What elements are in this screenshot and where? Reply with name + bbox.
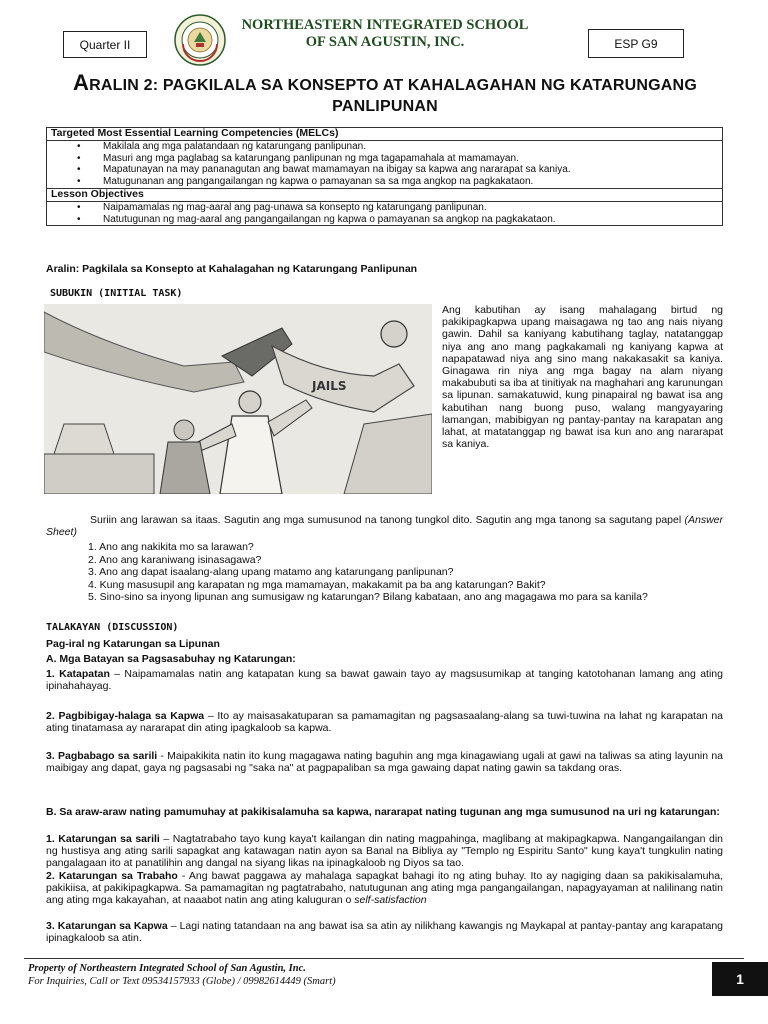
- illustration-image: [44, 304, 432, 494]
- subject-box: [588, 29, 684, 58]
- objectives-header: Lesson Objectives: [47, 188, 723, 201]
- question-item: 5. Sino-sino sa inyong lipunan ang sumusigaw ng katarungan? Bilang kabataan, ano ang magagawa mo para sa kanila?: [88, 591, 648, 604]
- justice-label: 2. Katarungan sa Trabaho: [46, 870, 178, 882]
- subject-label: ESP G9: [614, 36, 658, 51]
- b-heading: B. Sa araw-araw nating pamumuhay at pakikisalamuha sa kapwa, nararapat nating tugunan ang mga sumusunod na uri ng katarungan:: [46, 806, 720, 818]
- footer-text: [28, 963, 336, 988]
- title-line2: PANLIPUNAN: [332, 98, 438, 115]
- basis-label: 3. Pagbabago sa sarili: [46, 750, 158, 762]
- talakayan-heading: TALAKAYAN (DISCUSSION): [46, 622, 179, 633]
- basis-label: 1. Katapatan: [46, 668, 110, 680]
- melc-item: • Mapatunayan na may pananagutan ang bawat mamamayan na ibigay sa kapwa ang nararapat sa kaniya.: [89, 164, 718, 176]
- justice-kapwa: [46, 920, 723, 944]
- question-item: 2. Ano ang karaniwang isinasagawa?: [88, 553, 262, 566]
- questions-list: [88, 541, 728, 604]
- basis-sarili: [46, 750, 723, 774]
- melc-item: • Masuri ang mga paglabag sa katarungang panlipunan ng mga tagapamahala at mamamayan.: [89, 153, 718, 165]
- shirt-text: JAILS: [312, 379, 347, 393]
- justice-sarili: [46, 833, 723, 870]
- footer-line2: For Inquiries, Call or Text 09534157933 (Globe) / 09982614449 (Smart): [28, 975, 336, 987]
- subukin-instruction: [46, 514, 723, 538]
- basis-text: – Naipamamalas natin ang katapatan kung sa bawat gawain tayo ay magsusumikap at tanging katotohanan lamang ang ating ipinahahayag.: [46, 668, 723, 693]
- basis-text: - Maipakikita natin ito kung magagawa nating baguhin ang mga kinagawiang ugali at gawi na taliwas sa ating layunin na maibigay ang dapat, gaya ng pagsasabi ng "saka na" at pagpapaliban sa mga gawaing dapat nating gawin sa takdang oras.: [46, 750, 723, 775]
- talakayan-sub2: A. Mga Batayan sa Pagsasabuhay ng Katarungan:: [46, 653, 296, 665]
- justice-text: – Nagtatrabaho tayo kung kaya't kailangan din nating magpahinga, maglibang at makipagkapwa. Nangangailangan din ng hustisya ang ating sarili sapagkat ang katawagan natin ayon sa Banal na Bibliya ay "Templo ng Espiritu Santo" kung kaya't tungkulin nating pangalagaan ito at panatilihin ang dangal na siyang likas na ipinagkaloob ng Diyos sa tao.: [46, 833, 723, 870]
- lesson-title: [40, 72, 730, 117]
- school-seal: [174, 14, 226, 66]
- page-number-label: 1: [736, 971, 744, 987]
- instruction-text: Suriin ang larawan sa itaas. Sagutin ang mga sumusunod na tanong tungkol dito. Sagutin ang mga tanong sa sagutang papel: [90, 514, 682, 526]
- question-item: 3. Ano ang dapat isaalang-alang upang matamo ang katarungang panlipunan?: [88, 566, 454, 579]
- justice-text: - Ang bawat paggawa ay mahalaga sapagkat bahagi ito ng ating buhay. Ito ay nagiging daan sa pakikisalamuha, pakikiisa, at pakikipagkapwa. Sa pamamagitan ng pagtatrabaho, natutugunan ang ating mga pangangailangan, napagyayaman at nalilinang natin ang ating mga kakayahan, at naaabot natin ang ating kaluguran o: [46, 870, 724, 907]
- instruction-italic: (Answer Sheet): [46, 514, 723, 539]
- melc-table: [46, 127, 723, 226]
- question-item: 4. Kung masusupil ang karapatan ng mga mamamayan, makakamit pa ba ang katarungan? Bakit?: [88, 578, 546, 591]
- aralin-line: Aralin: Pagkilala sa Konsepto at Kahalagahan ng Katarungang Panlipunan: [46, 263, 418, 275]
- melc-header: Targeted Most Essential Learning Competencies (MELCs): [47, 128, 723, 141]
- school-name-line2: OF SAN AGUSTIN, INC.: [305, 34, 465, 50]
- basis-kapwa: [46, 710, 723, 734]
- basis-label: 2. Pagbibigay-halaga sa Kapwa: [46, 710, 205, 722]
- school-name: [230, 17, 540, 51]
- title-first-letter: A: [73, 70, 90, 95]
- quarter-label: Quarter II: [79, 37, 131, 52]
- justice-label: 1. Katarungan sa sarili: [46, 833, 160, 845]
- footer-line1: Property of Northeastern Integrated School of San Agustin, Inc.: [28, 963, 306, 974]
- footer-divider: [24, 958, 744, 959]
- school-name-line1: NORTHEASTERN INTEGRATED SCHOOL: [241, 17, 529, 33]
- subukin-heading: SUBUKIN (INITIAL TASK): [50, 288, 183, 299]
- title-line1: RALIN 2: PAGKILALA SA KONSEPTO AT KAHALAGAHAN NG KATARUNGANG: [89, 77, 697, 94]
- justice-text: – Lagi nating tatandaan na ang bawat isa sa atin ay nilikhang kawangis ng Maykapal at pantay-pantay ang karapatang ipinagkaloob sa atin.: [46, 920, 724, 945]
- justice-italic: self-satisfaction: [354, 894, 427, 907]
- subukin-paragraph: Ang kabutihan ay isang mahalagang birtud ng pakikipagkapwa upang maisagawa ng tao ang nais niyang gawin. Dahil sa kaniyang kabutihang taglay, natatanggap niya ang ano mang pagkakamali ng kaniyang kapwa at napapatawad niya ang sino mang nakakasakit sa kaniya. Ginagawa rin niya ang mga bagay na alam niyang makabubuti sa iba at tinitiyak na maghahari ang karunungan sa lipunan. samakatuwid, kung pinapairal ng bawat isa ang kabutihan nang buong puso, walang mangyayaring lamangan, mabibigyan ng pantay-pantay na karapatan ang lahat, at matatanggap ng bawat isa kun ano ang nararapat sa kaniya.: [442, 304, 723, 451]
- basis-text: – Ito ay maisasakatuparan sa pamamagitan ng pagsasaalang-alang sa tuwi-tuwina na lahat ng karapatan na ating tinatamasa ay nararapat din ating ipagkaloob sa kapwa.: [46, 710, 724, 735]
- justice-trabaho: [46, 870, 723, 907]
- melc-item: • Makilala ang mga palatandaan ng katarungang panlipunan.: [89, 141, 718, 153]
- page-number: [712, 962, 768, 996]
- objective-item: • Naipamamalas ng mag-aaral ang pag-unawa sa konsepto ng katarungang panlipunan.: [89, 202, 718, 214]
- justice-label: 3. Katarungan sa Kapwa: [46, 920, 168, 932]
- question-item: 1. Ano ang nakikita mo sa larawan?: [88, 541, 254, 553]
- melc-item: • Matugunanan ang pangangailangan ng kapwa o pamayanan sa sa mga angkop na pagkakataon.: [89, 176, 718, 188]
- objective-item: • Natutugunan ng mag-aaral ang pangangailangan ng kapwa o pamayanan sa angkop na pagkakataon.: [89, 214, 718, 226]
- basis-katapatan: [46, 668, 723, 692]
- quarter-box: [63, 31, 147, 58]
- talakayan-sub1: Pag-iral ng Katarungan sa Lipunan: [46, 638, 220, 650]
